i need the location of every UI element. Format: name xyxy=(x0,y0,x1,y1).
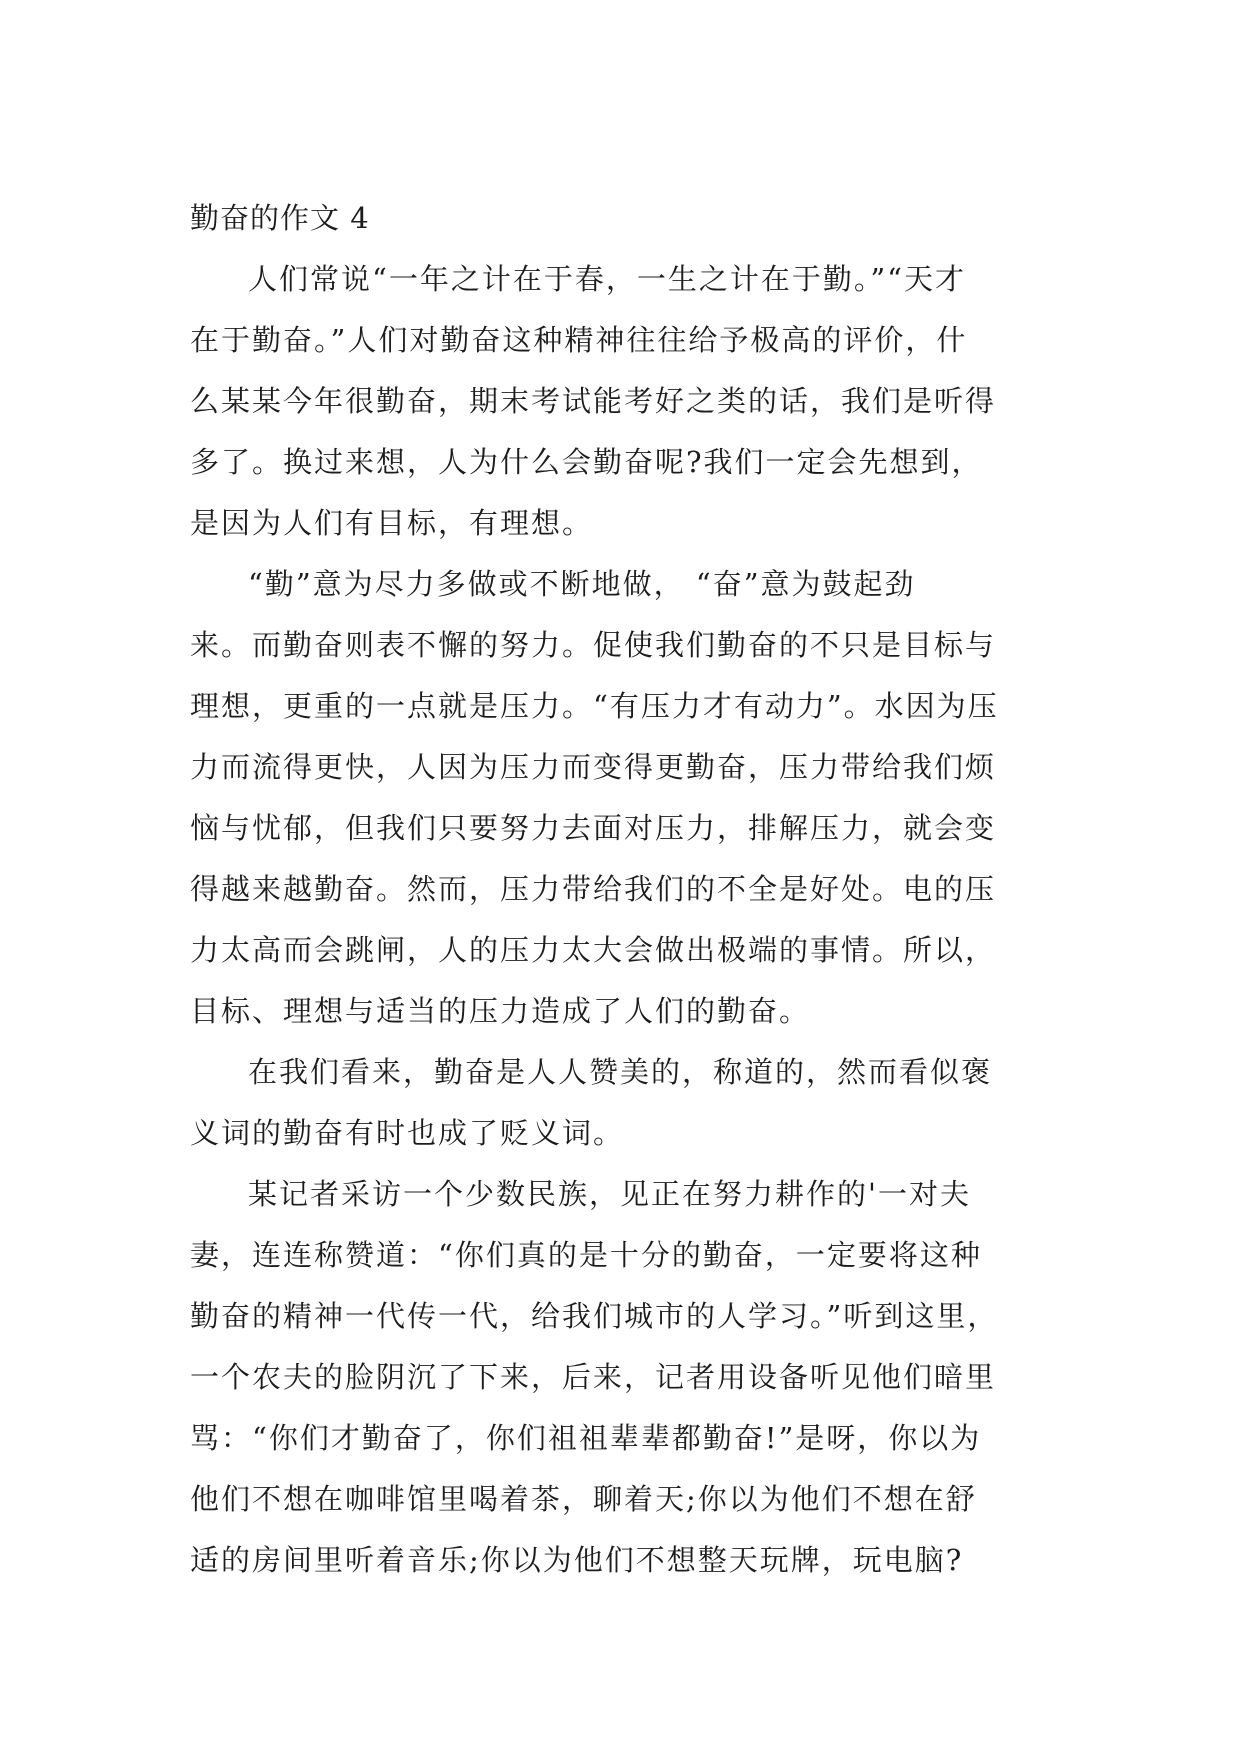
paragraph-line: 么某某今年很勤奋，期末考试能考好之类的话，我们是听得 xyxy=(190,384,997,418)
paragraph-4 xyxy=(190,1164,1050,1591)
paragraph-line: “勤”意为尽力多做或不断地做， “奋”意为鼓起劲 xyxy=(248,567,916,601)
paragraph-line: 力而流得更快，人因为压力而变得更勤奋，压力带给我们烦 xyxy=(190,750,997,784)
paragraph-line: 一个农夫的脸阴沉了下来，后来，记者用设备听见他们暗里 xyxy=(190,1360,997,1394)
paragraph-line: 来。而勤奋则表不懈的努力。促使我们勤奋的不只是目标与 xyxy=(190,628,997,662)
paragraph-2 xyxy=(190,554,1050,1042)
paragraph-1 xyxy=(190,249,1050,554)
paragraph-line: 理想，更重的一点就是压力。“有压力才有动力”。水因为压 xyxy=(190,689,999,723)
paragraph-line: 妻，连连称赞道：“你们真的是十分的勤奋，一定要将这种 xyxy=(190,1238,982,1272)
paragraph-line: 勤奋的精神一代传一代，给我们城市的人学习。”听到这里， xyxy=(190,1299,999,1333)
paragraph-line: 是因为人们有目标，有理想。 xyxy=(190,506,594,540)
paragraph-3 xyxy=(190,1042,1050,1164)
paragraph-line: 恼与忧郁，但我们只要努力去面对压力，排解压力，就会变 xyxy=(190,811,997,845)
paragraph-line: 在我们看来，勤奋是人人赞美的，称道的，然而看似褒 xyxy=(248,1055,993,1089)
paragraph-line: 力太高而会跳闸，人的压力太大会做出极端的事情。所以， xyxy=(190,933,997,967)
paragraph-line: 人们常说“一年之计在于春，一生之计在于勤。”“天才 xyxy=(248,262,966,296)
paragraph-line: 适的房间里听着音乐;你以为他们不想整天玩牌，玩电脑? xyxy=(190,1543,964,1577)
paragraph-line: 他们不想在咖啡馆里喝着茶，聊着天;你以为他们不想在舒 xyxy=(190,1482,977,1516)
document-title: 勤奋的作文 4 xyxy=(190,201,370,235)
paragraph-line: 在于勤奋。”人们对勤奋这种精神往往给予极高的评价，什 xyxy=(190,323,968,357)
paragraph-line: 得越来越勤奋。然而，压力带给我们的不全是好处。电的压 xyxy=(190,872,997,906)
paragraph-line: 义词的勤奋有时也成了贬义词。 xyxy=(190,1116,625,1150)
paragraph-line: 某记者采访一个少数民族，见正在努力耕作的'一对夫 xyxy=(248,1177,971,1211)
document-body xyxy=(190,188,1050,1591)
paragraph-line: 多了。换过来想，人为什么会勤奋呢?我们一定会先想到， xyxy=(190,445,983,479)
paragraph-line: 骂：“你们才勤奋了，你们祖祖辈辈都勤奋!”是呀，你以为 xyxy=(190,1421,982,1455)
paragraph-line: 目标、理想与适当的压力造成了人们的勤奋。 xyxy=(190,994,811,1028)
